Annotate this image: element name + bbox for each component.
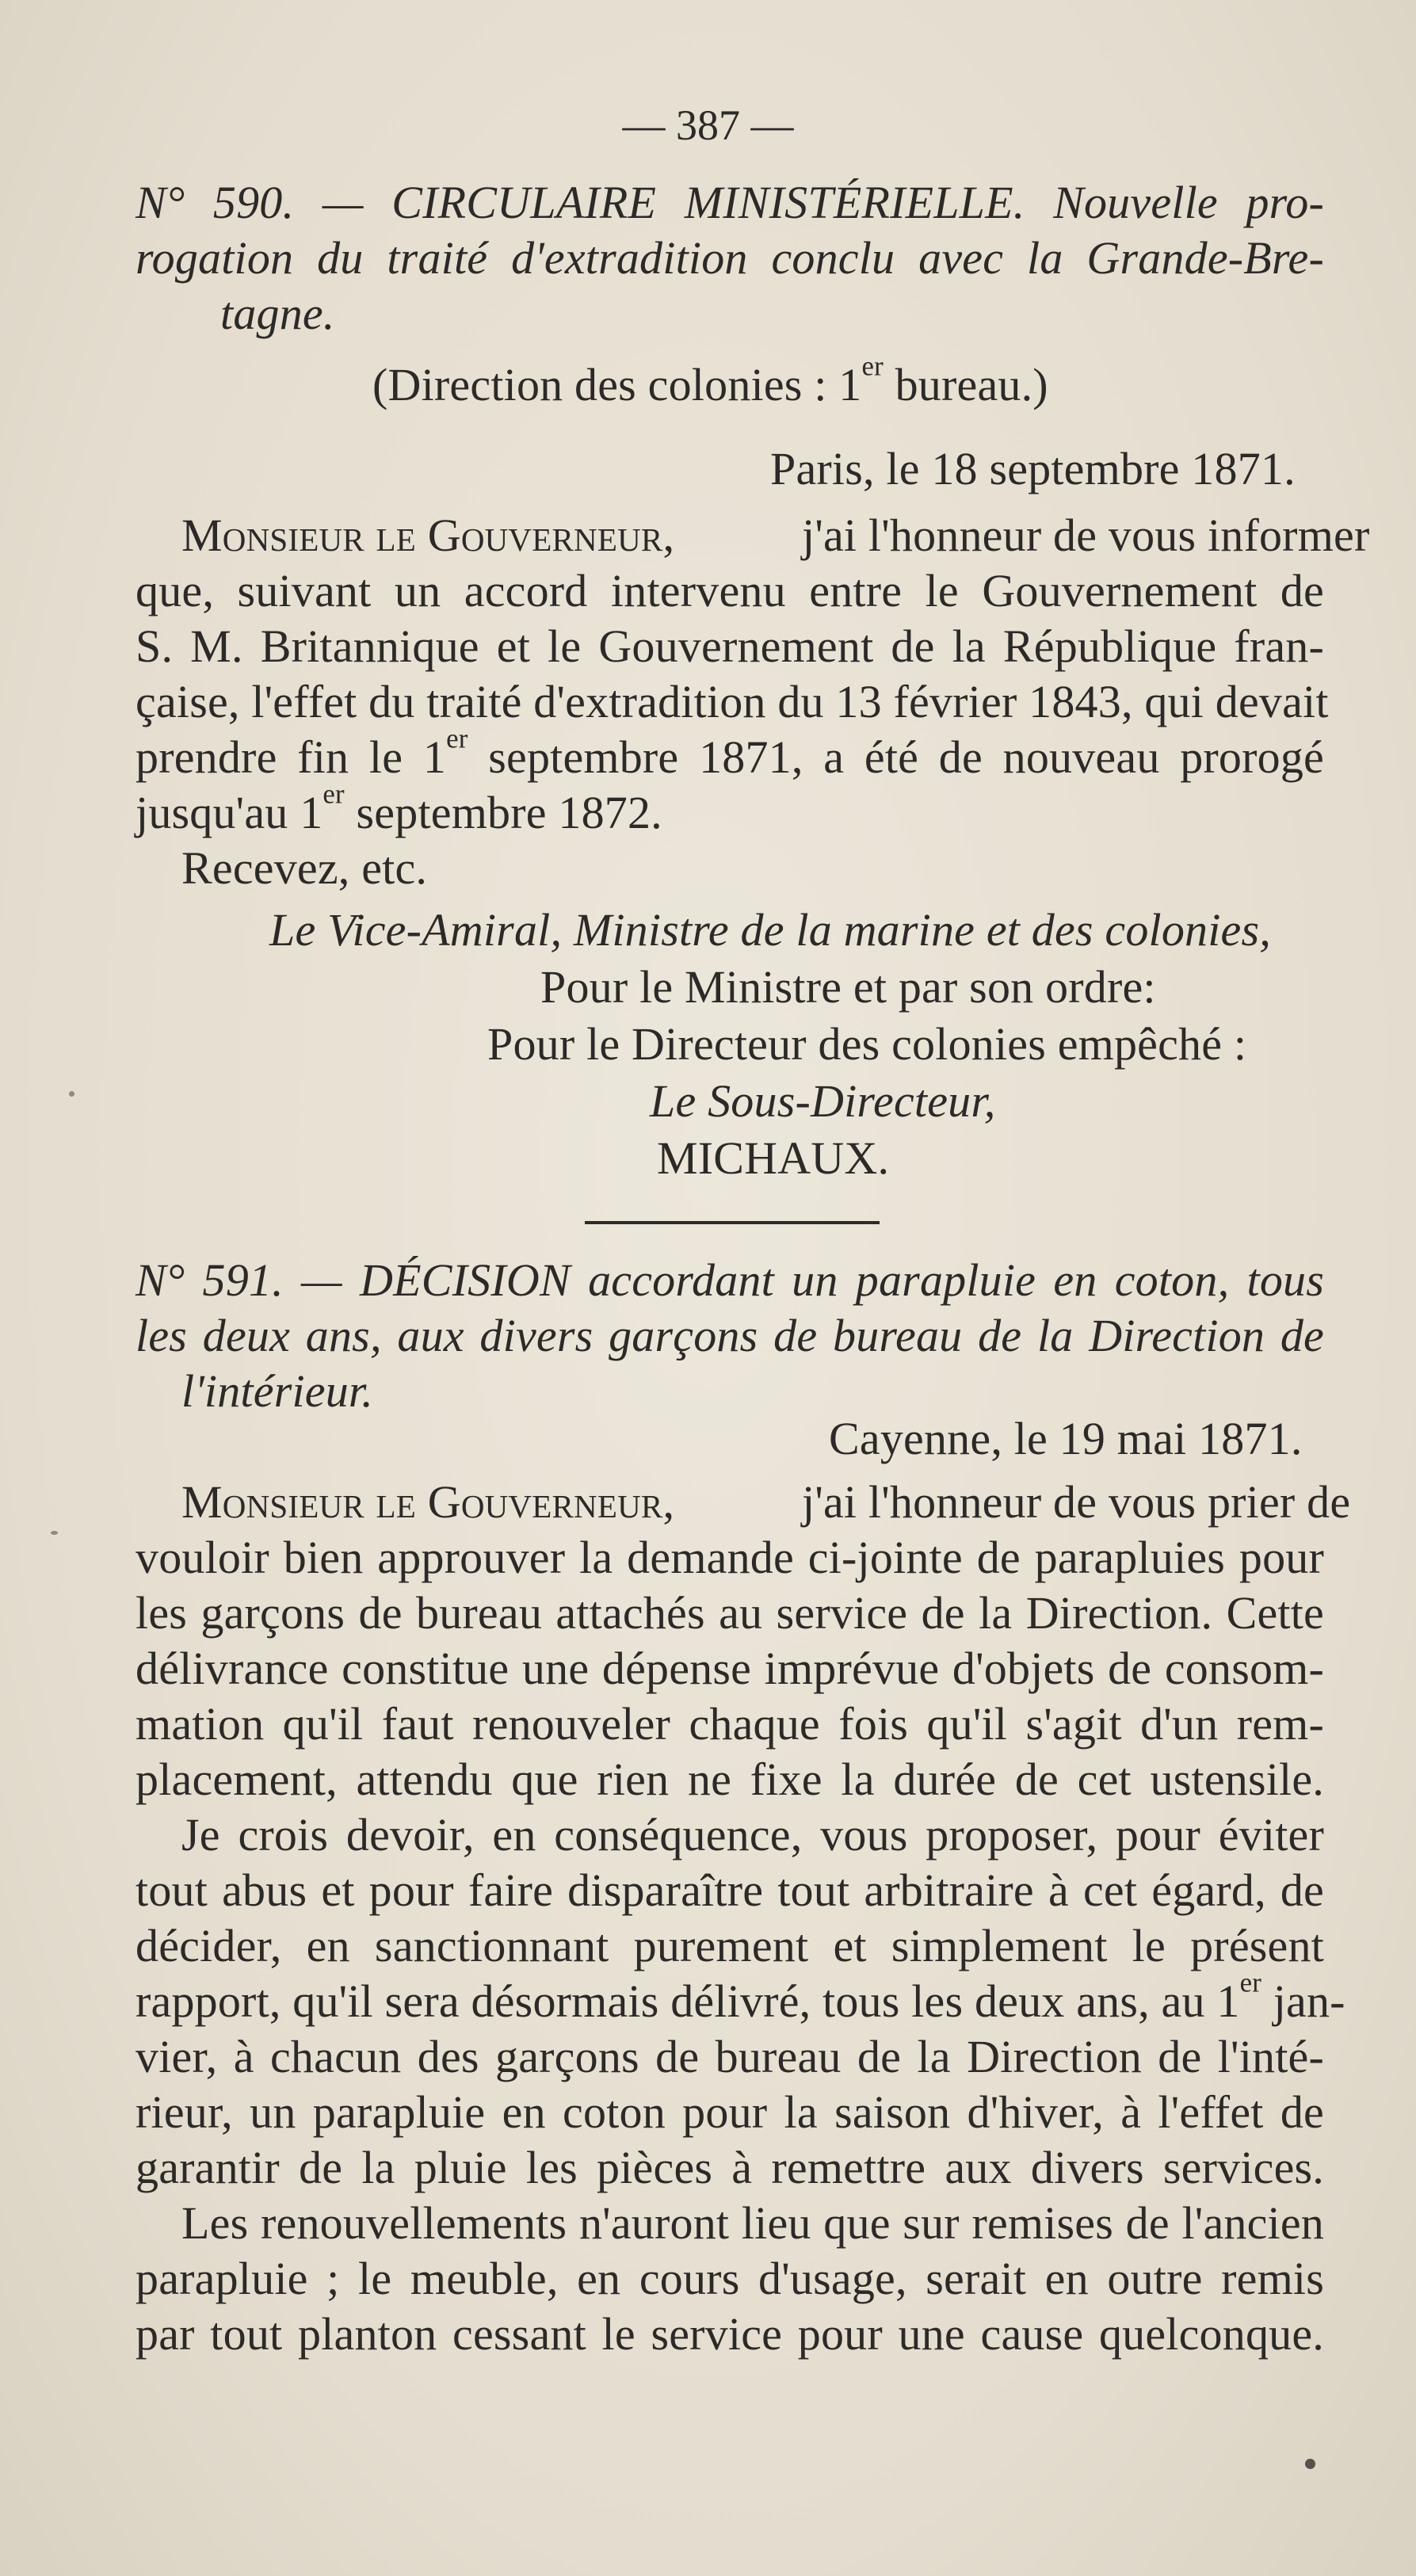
doc590-body-line-5: prendre fin le 1er septembre 1871, a été de nouveau prorogé xyxy=(135,723,1324,783)
doc591-salutation: Monsieur le Gouverneur, xyxy=(181,1476,675,1528)
doc591-heading-line-3: l'intérieur. xyxy=(181,1365,373,1417)
doc590-dateline: Paris, le 18 septembre 1871. xyxy=(770,443,1296,494)
section-divider xyxy=(585,1221,880,1224)
doc591-paragraph2-line-5: vier, à chacun des garçons de bureau de la Direction de l'inté- xyxy=(135,2031,1324,2082)
doc591-paragraph3-line-2: parapluie ; le meuble, en cours d'usage, serait en outre remis xyxy=(135,2253,1324,2304)
doc590-signature-line-3: Pour le Directeur des colonies empêché : xyxy=(487,1018,1247,1070)
ink-speck xyxy=(1305,2459,1315,2469)
doc590-heading-line-3: tagne. xyxy=(220,288,335,339)
doc590-body-line-3: S. M. Britannique et le Gouvernement de la République fran- xyxy=(135,620,1324,672)
doc591-heading-line-2: les deux ans, aux divers garçons de bureau de la Direction de xyxy=(135,1310,1324,1361)
doc590-signature-line-5: MICHAUX. xyxy=(657,1132,890,1184)
doc591-paragraph3-line-3: par tout planton cessant le service pour une cause quelconque. xyxy=(135,2308,1324,2360)
doc590-signature-line-4: Le Sous-Directeur, xyxy=(650,1075,996,1127)
doc591-paragraph2-line-1: Je crois devoir, en conséquence, vous proposer, pour éviter xyxy=(181,1809,1324,1860)
doc591-paragraph2-line-7: garantir de la pluie les pièces à remettre aux divers services. xyxy=(135,2142,1324,2193)
ink-speck xyxy=(69,1091,74,1097)
doc591-paragraph2-line-6: rieur, un parapluie en coton pour la saison d'hiver, à l'effet de xyxy=(135,2086,1324,2138)
doc591-heading-line-1: N° 591. — DÉCISION accordant un parapluie en coton, tous xyxy=(135,1254,1324,1306)
doc591-paragraph1-line-2: vouloir bien approuver la demande ci-jointe de parapluies pour xyxy=(135,1532,1324,1583)
doc590-signature-line-1: Le Vice-Amiral, Ministre de la marine et des colonies, xyxy=(269,904,1271,956)
doc590-body-line-2: que, suivant un accord intervenu entre le Gouvernement de xyxy=(135,565,1324,616)
doc590-heading-line-2: rogation du traité d'extradition conclu avec la Grande-Bre- xyxy=(135,232,1324,284)
doc590-direction: (Direction des colonies : 1er bureau.) xyxy=(372,350,1048,410)
doc591-paragraph1-line-1: j'ai l'honneur de vous prier de xyxy=(802,1476,1351,1528)
doc591-paragraph2-line-4: rapport, qu'il sera désormais délivré, tous les deux ans, au 1er jan- xyxy=(135,1967,1345,2027)
doc591-paragraph1-line-3: les garçons de bureau attachés au service de la Direction. Cette xyxy=(135,1587,1324,1639)
doc591-dateline: Cayenne, le 19 mai 1871. xyxy=(829,1413,1303,1464)
doc591-paragraph1-line-4: délivrance constitue une dépense imprévue d'objets de consom- xyxy=(135,1643,1324,1694)
doc590-body-line-4: çaise, l'effet du traité d'extradition du 13 février 1843, qui devait xyxy=(135,676,1329,727)
doc590-closing: Recevez, etc. xyxy=(181,842,428,894)
ink-speck xyxy=(51,1531,58,1535)
doc591-paragraph2-line-2: tout abus et pour faire disparaître tout arbitraire à cet égard, de xyxy=(135,1864,1324,1916)
doc591-paragraph2-line-3: décider, en sanctionnant purement et simplement le présent xyxy=(135,1920,1324,1971)
doc590-signature-line-2: Pour le Ministre et par son ordre: xyxy=(540,961,1156,1013)
page-number: — 387 — xyxy=(622,101,794,149)
doc591-paragraph1-line-6: placement, attendu que rien ne fixe la durée de cet ustensile. xyxy=(135,1754,1324,1805)
doc591-paragraph1-line-5: mation qu'il faut renouveler chaque fois qu'il s'agit d'un rem- xyxy=(135,1698,1324,1750)
doc590-body-line-1: j'ai l'honneur de vous informer xyxy=(802,509,1370,561)
doc591-paragraph3-line-1: Les renouvellements n'auront lieu que sur remises de l'ancien xyxy=(181,2197,1324,2249)
doc590-body-line-6: jusqu'au 1er septembre 1872. xyxy=(135,778,662,838)
doc590-heading-line-1: N° 590. — CIRCULAIRE MINISTÉRIELLE. Nouvelle pro- xyxy=(135,177,1324,228)
doc590-salutation: Monsieur le Gouverneur, xyxy=(181,509,675,561)
